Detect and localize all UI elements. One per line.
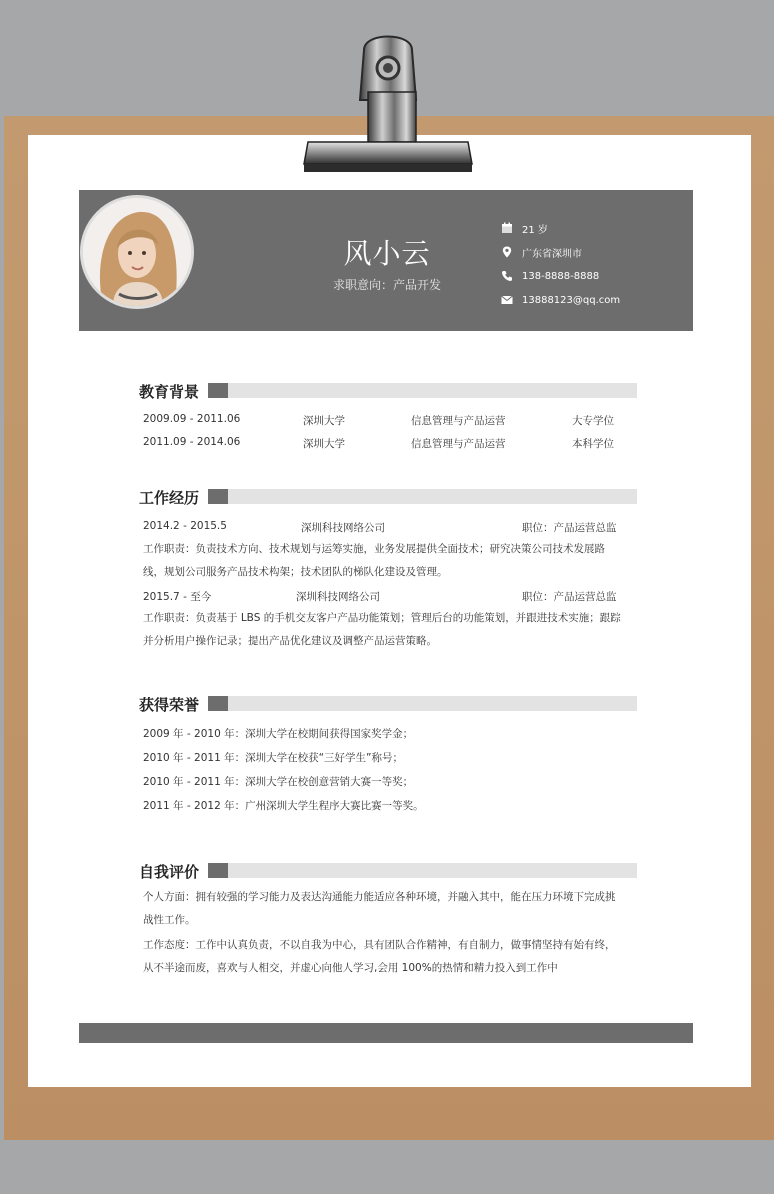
job-company: 深圳科技网络公司 [301, 522, 385, 534]
envelope-icon [500, 293, 514, 307]
edu-degree: 本科学位 [572, 438, 614, 450]
honor-item: 2009 年 - 2010 年：深圳大学在校期间获得国家奖学金； [143, 728, 414, 740]
edu-school: 深圳大学 [303, 438, 345, 450]
job-company: 深圳科技网络公司 [296, 591, 380, 603]
job-position: 职位：产品运营总监 [522, 522, 617, 534]
edu-degree: 大专学位 [572, 415, 614, 427]
honor-item: 2011 年 - 2012 年：广州深圳大学生程序大赛比赛一等奖。 [143, 800, 424, 812]
section-title-work: 工作经历 [139, 489, 200, 507]
honor-item: 2010 年 - 2011 年：深圳大学在校创意营销大赛一等奖； [143, 776, 414, 788]
info-phone [500, 267, 599, 285]
section-title-self-eval: 自我评价 [139, 863, 200, 881]
edu-period: 2011.09 - 2014.06 [143, 436, 241, 448]
resume-footer-bar [79, 1023, 693, 1043]
job-period: 2015.7 - 至今 [143, 591, 212, 603]
phone-text: 138-8888-8888 [522, 270, 600, 282]
self-eval-personal: 个人方面：拥有较强的学习能力及表达沟通能力能适应各种环境，并融入其中，能在压力环境下完成挑战性工作。 [143, 891, 616, 926]
job-duty: 工作职责：负责技术方向、技术规划与运筹实施，业务发展提供全面技术；研究决策公司技术发展路线，规划公司服务产品技术构架；技术团队的梯队化建设及管理。 [143, 543, 605, 578]
binder-clip-icon [300, 28, 476, 176]
email-text: 13888123@qq.com [522, 294, 621, 306]
candidate-name: 风小云 [343, 237, 431, 270]
job-intent: 求职意向：产品开发 [332, 278, 441, 292]
job-position: 职位：产品运营总监 [522, 591, 617, 603]
info-email [500, 291, 620, 309]
section-bar-education [208, 383, 637, 398]
section-title-honors: 获得荣誉 [139, 696, 200, 714]
job-duty: 工作职责：负责基于 LBS 的手机交友客户产品功能策划；管理后台的功能策划，并跟进技术实施；跟踪并分析用户操作记录；提出产品优化建议及调整产品运营策略。 [143, 612, 621, 647]
section-bar-work [208, 489, 637, 504]
info-location [500, 243, 582, 261]
location-pin-icon [500, 245, 514, 259]
self-eval-attitude: 工作态度：工作中认真负责，不以自我为中心，具有团队合作精神，有自制力，做事情坚持有始有终，从不半途而废，喜欢与人相交，并虚心向他人学习,会用 100%的热情和精力投入到工作中 [143, 939, 616, 974]
age-text: 21 岁 [522, 224, 548, 236]
section-title-education: 教育背景 [139, 383, 200, 401]
edu-period: 2009.09 - 2011.06 [143, 413, 241, 425]
edu-school: 深圳大学 [303, 415, 345, 427]
edu-major: 信息管理与产品运营 [411, 438, 506, 450]
honor-item: 2010 年 - 2011 年：深圳大学在校获“三好学生”称号； [143, 752, 403, 764]
edu-major: 信息管理与产品运营 [411, 415, 506, 427]
section-bar-honors [208, 696, 637, 711]
location-text: 广东省深圳市 [522, 248, 582, 260]
job-period: 2014.2 - 2015.5 [143, 520, 227, 532]
phone-icon [500, 269, 514, 283]
info-age [500, 219, 548, 237]
calendar-icon [500, 221, 514, 235]
section-bar-self-eval [208, 863, 637, 878]
